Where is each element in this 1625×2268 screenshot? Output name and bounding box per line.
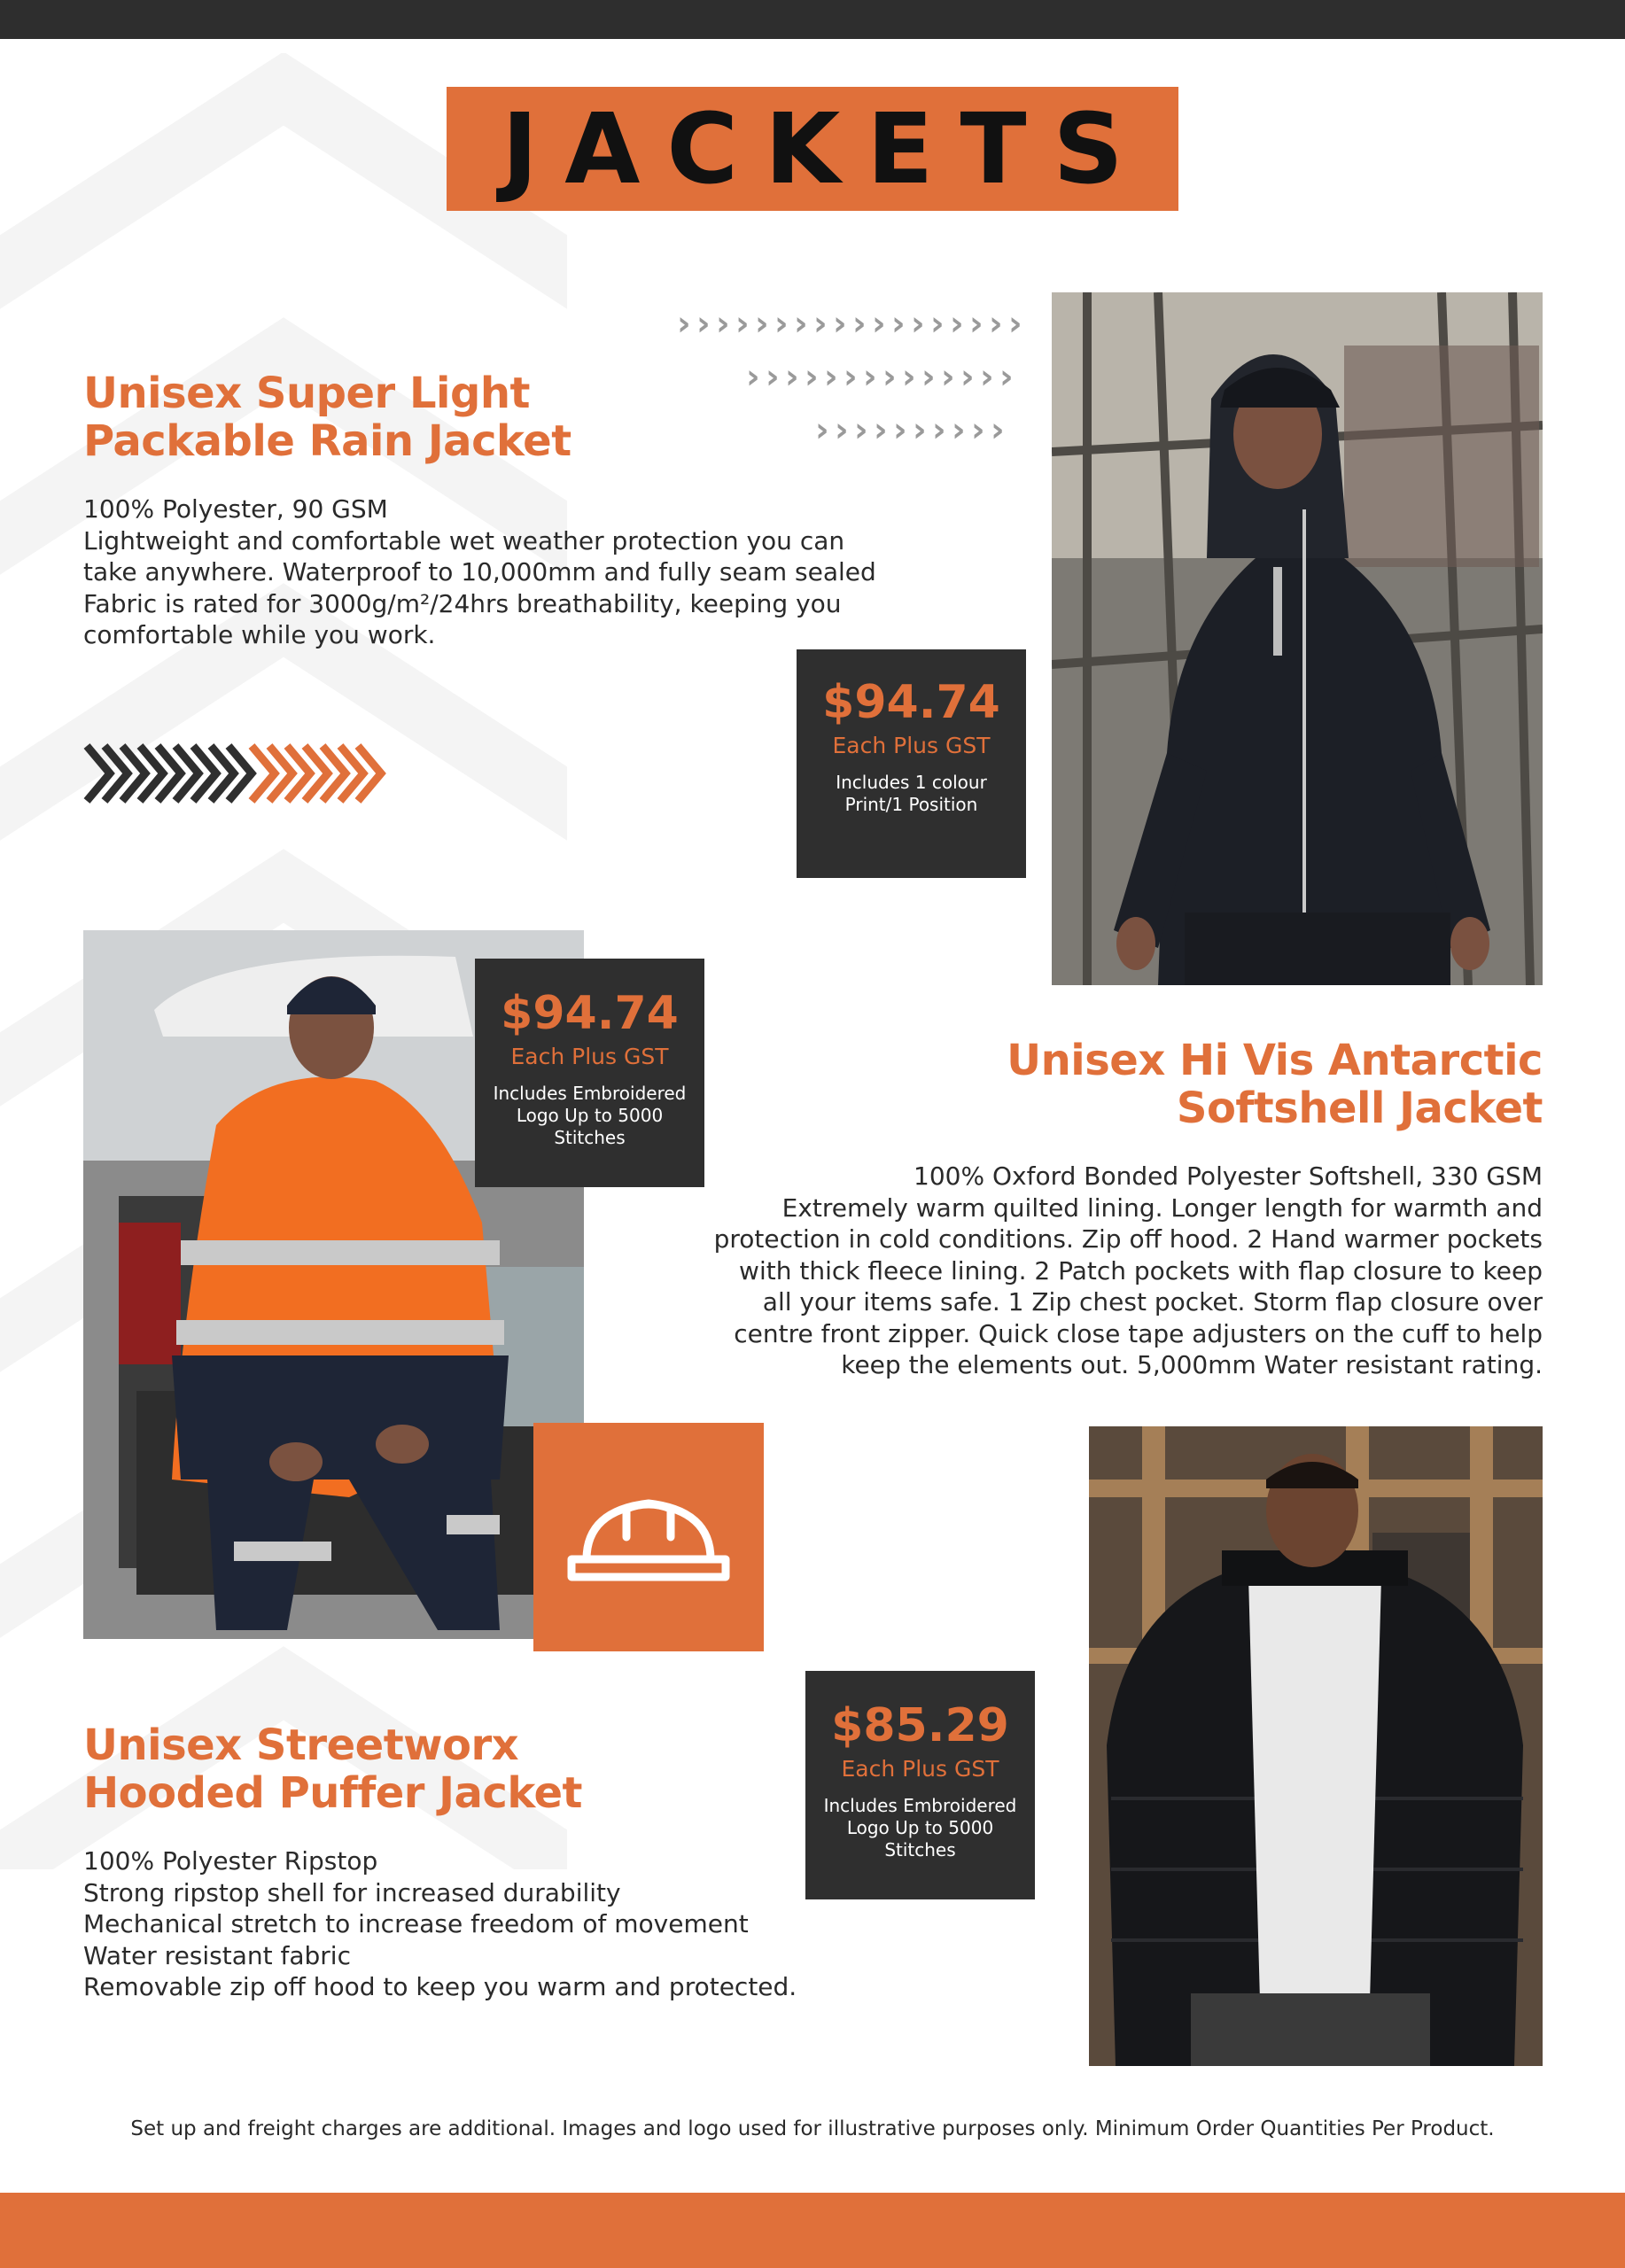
- title-banner: [447, 87, 1178, 211]
- product-title: Unisex Super Light Packable Rain Jacket: [83, 369, 571, 466]
- hard-hat-icon: [564, 1484, 733, 1590]
- price-value: $85.29: [831, 1699, 1009, 1752]
- embroidery-includes: Includes Embroidered Logo Up to 5000 Stitches: [823, 1795, 1017, 1860]
- chevron-arrows-icon: › › › › › › › › › › › › › › › › › ›: [677, 304, 1022, 343]
- product-title: Unisex Streetworx Hooded Puffer Jacket: [83, 1720, 582, 1818]
- product-description: 100% Polyester, 90 GSM Lightweight and comfortable wet weather protection you can take anywhere. Waterproof to 10,000mm and fully seam sealed Fabric is rated for 3000g/m²/24hrs breathability, keeping you comfortable while you work.: [83, 494, 876, 649]
- chevron-arrows-icon: › › › › › › › › › ›: [815, 410, 1005, 449]
- print-includes: Includes 1 colour Print/1 Position: [836, 772, 987, 815]
- chevron-arrows-icon: › › › › › › › › › › › › › ›: [746, 357, 1014, 396]
- price-note: Each Plus GST: [841, 1756, 999, 1782]
- page-title: JACKETS: [501, 92, 1150, 206]
- product-description: 100% Oxford Bonded Polyester Softshell, 330 GSM Extremely warm quilted lining. Longer length for warmth and protection in cold conditions. Zip off hood. 2 Hand warmer pockets with thick fleece lining. 2 Patch pockets with flap closure to keep all your items safe. 1 Zip chest pocket. Storm flap closure over centre front zipper. Quick close tape adjusters on the cuff to help keep the elements out. 5,000mm Water resistant rating.: [713, 1161, 1543, 1379]
- chevron-arrows-icon: [83, 742, 402, 804]
- price-value: $94.74: [822, 676, 1000, 729]
- product-photo-rain-jacket: [1052, 292, 1543, 985]
- product-photo-puffer-jacket: [1089, 1426, 1543, 2066]
- product-title: Unisex Hi Vis Antarctic Softshell Jacket: [1007, 1036, 1543, 1133]
- price-note: Each Plus GST: [510, 1044, 669, 1069]
- footer-disclaimer: Set up and freight charges are additional. Images and logo used for illustrative purposes only. Minimum Order Quantities Per Product.: [130, 2117, 1495, 2140]
- price-tag: [805, 1671, 1035, 1899]
- top-bar: [0, 0, 1625, 39]
- product-description: 100% Polyester Ripstop Strong ripstop shell for increased durability Mechanical stretch to increase freedom of movement Water resistant fabric Removable zip off hood to keep you warm and protected.: [83, 1846, 797, 2001]
- hard-hat-tile: [533, 1423, 764, 1651]
- price-tag: [797, 649, 1026, 878]
- embroidery-includes: Includes Embroidered Logo Up to 5000 Stitches: [493, 1083, 687, 1148]
- price-value: $94.74: [501, 987, 679, 1040]
- bottom-bar: [0, 2193, 1625, 2268]
- price-note: Each Plus GST: [832, 733, 991, 758]
- price-tag: [475, 959, 704, 1187]
